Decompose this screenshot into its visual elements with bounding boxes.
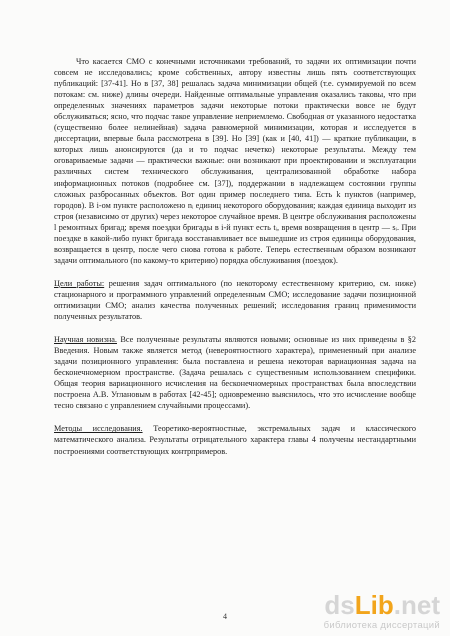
dslib-subtitle: библиотека диссертаций xyxy=(323,620,440,631)
methods-text: Теоретико-вероятностные, экстремальных задач и классического математического анализа. Результаты отрицательного характера главы 4 получены нестандартными построениями соответствующих контрпримеров. xyxy=(54,424,416,456)
methods-heading: Методы исследования. xyxy=(54,424,143,434)
novelty-heading: Научная новизна. xyxy=(54,335,117,345)
methods-paragraph xyxy=(54,423,416,456)
document-body xyxy=(54,56,416,457)
goals-heading: Цели работы: xyxy=(54,278,105,288)
goals-section xyxy=(54,278,416,322)
novelty-paragraph xyxy=(54,334,416,411)
page-number: 4 xyxy=(223,612,227,621)
novelty-text: Все полученные результаты являются новыми; основные из них приведены в §2 Введения. Новым также является метод (невероятностного характера), примененный при анализе задачи позиционного управления: была поставлена и решена некоторая вариационная задача на бесконечномерном пространстве. (Задача решалась с существенным использованием специфики. Общая теория вариационного исчисления на бесконечномерных пространствах была впоследствии построена А.В. Углановым в работах [42-45]; одновременно выяснилось, что это исчисление вообще тесно связано с управлением случайными процессами). xyxy=(54,335,416,411)
goals-paragraph xyxy=(54,278,416,322)
novelty-section xyxy=(54,334,416,411)
intro-paragraph: Что касается СМО с конечными источниками требований, то задачи их оптимизации почти совсем не исследовались; кроме собственных, автору известны лишь пять соответствующих публикаций: [37-41]. Но в [37, 38] решалась задача минимизации общей (т.е. суммируемой по всем потокам: см. ниже) длины очереди. Найденные оптимальные управления оказались таковы, что при определенных значениях параметров задачи некоторые потоки практически вовсе не будут обслуживаться; ясно, что подчас такое управление неприемлемо. Свободная от указанного недостатка (существенно более нелинейная) задача равномерной минимизации, которая и исследуется в диссертации, впервые была рассмотрена в [39]. Но [39] (как и [40, 41]) — краткие публикации, в которых лишь анонсируются (да и то подчас нечетко) некоторые результаты. Между тем оговариваемые задачи — практически важные: они возникают при проектировании и эксплуатации различных систем технического обслуживания, централизованной обработке набора информационных потоков (подробнее см. [37]), поддержании в надлежащем состоянии группы сложных разбросанных объектов. Вот один пример последнего типа. Есть k пунктов (например, городов). В i-ом пункте расположено nᵢ единиц некоторого оборудования; каждая единица выходит из строя (независимо от других) через некоторое случайное время. В центре обслуживания расположены l ремонтных бригад; время поездки бригады в i-й пункт есть tᵢ, время возвращения в центр — sᵢ. При поездке в какой-либо пункт бригада восстанавливает все вышедшие из строя единицы оборудования, возвращается в центр, после чего снова готова к работе. Теперь естественным образом возникают задачи оптимального (по какому-то критерию) порядка обслуживания (поездок). xyxy=(54,57,416,265)
methods-section xyxy=(54,423,416,456)
dslib-logo: dsLib.net xyxy=(324,590,440,620)
goals-text: решения задач оптимального (по некоторому естественному критерию, см. ниже) стационарного и программного управлений определенным СМО; исследование задачи позиционной оптимизации СМО; анализ качества полученных решений; исследования границ применимости полученных результатов. xyxy=(54,278,417,322)
dslib-watermark xyxy=(290,591,440,631)
